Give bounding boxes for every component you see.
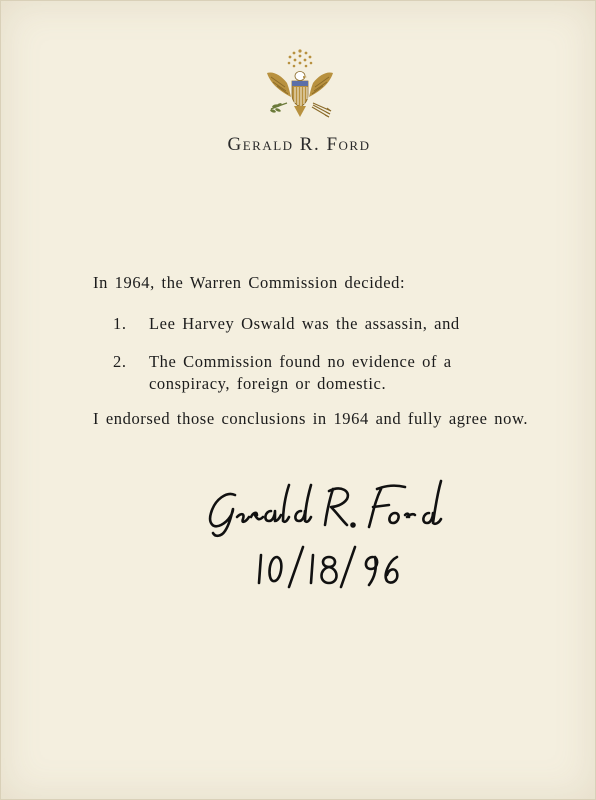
- list-item-text: Lee Harvey Oswald was the assassin, and: [149, 314, 460, 333]
- letterhead-name: Gerald R. Ford: [227, 134, 371, 155]
- list-item-number: 2.: [113, 352, 127, 371]
- handwritten-signature-icon: [201, 471, 461, 601]
- presidential-eagle-seal-icon: [259, 43, 341, 123]
- list-item-number: 1.: [113, 314, 127, 333]
- closing-paragraph: I endorsed those conclusions in 1964 and fully agree now.: [93, 409, 529, 428]
- list-item-text: The Commission found no evidence of a conspiracy, foreign or domestic.: [149, 352, 452, 393]
- intro-paragraph: In 1964, the Warren Commission decided:: [93, 273, 406, 292]
